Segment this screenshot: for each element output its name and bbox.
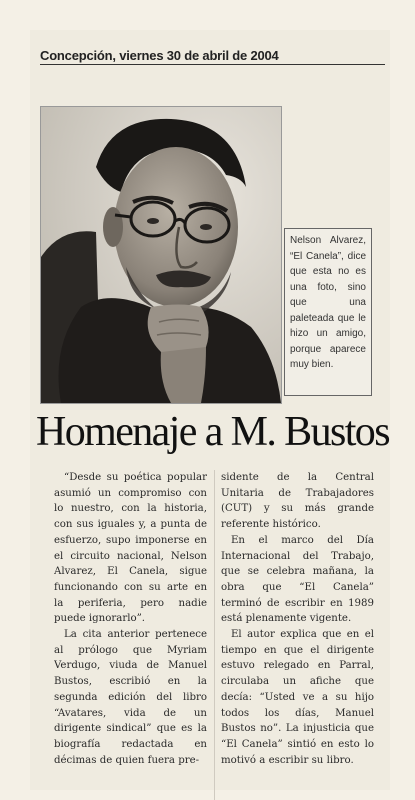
portrait-photo xyxy=(40,106,282,404)
paragraph: La cita anterior pertenece al prólogo que Myriam Verdugo, viuda de Manuel Bustos, escribió en la segunda edición del libro “Avatares, vida de un dirigente sindical” que es la biografía redactada en décimas de quien fuera pre- xyxy=(54,629,207,766)
dateline: Concepción, viernes 30 de abril de 2004 xyxy=(40,48,279,63)
paragraph: “Desde su poética popular asumió un compromiso con lo nuestro, con la historia, con sus iguales y, a punta de esfuerzo, supo imponerse en el circuito nacional, Nelson Alvarez, El Canela, sigue funcionando con su arte en la periferia, pero nadie puede ignorarlo”. xyxy=(54,472,207,625)
photo-caption: Nelson Alvarez, “El Canela”, dice que esta no es una foto, sino que una paleteada que le hizo un amigo, porque aparece muy bien. xyxy=(284,228,372,396)
article-column-left xyxy=(54,470,207,800)
article-column-right xyxy=(221,470,374,800)
headline: Homenaje a M. Bustos xyxy=(36,409,389,455)
paragraph: En el marco del Día Internacional del Trabajo, que se celebra mañana, la obra que “El Canela” terminó de escribir en 1989 está plenamente vigente. xyxy=(221,534,374,625)
column-divider xyxy=(214,470,215,800)
portrait-illustration xyxy=(41,107,281,403)
paragraph: sidente de la Central Unitaria de Trabajadores (CUT) y su más grande referente histórico. xyxy=(221,472,374,531)
paragraph: El autor explica que en el tiempo en que el dirigente estuvo relegado en Parral, circulaba un afiche que decía: “Usted ve a su hijo todos los días, Manuel Bustos no”. La injusticia que “El Canela” sintió en esto lo motivó a escribir su libro. xyxy=(221,629,374,766)
dateline-rule xyxy=(40,64,385,65)
